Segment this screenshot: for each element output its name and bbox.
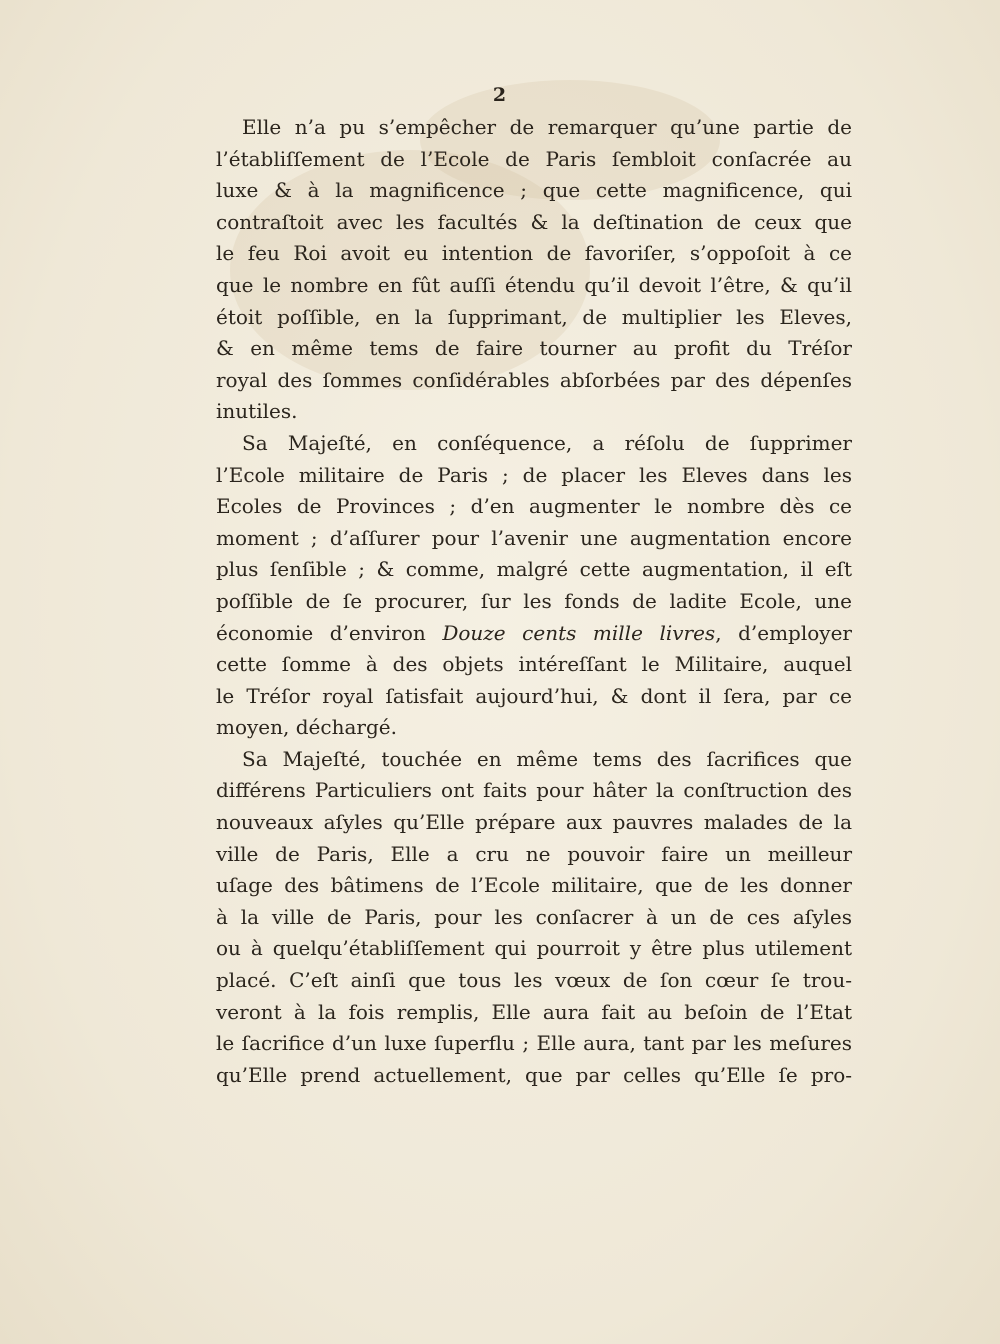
text-line: veront à la fois remplis, Elle aura fait au beſoin de l’Etat bbox=[216, 999, 852, 1024]
text-line: inutiles. bbox=[216, 399, 298, 424]
text-line: & en même tems de faire tourner au profit du Tréſor bbox=[216, 336, 852, 361]
text-line: poſſible de ſe procurer, ſur les fonds de ladite Ecole, une bbox=[216, 588, 852, 613]
text-segment: , d’employer bbox=[715, 620, 852, 645]
text-line: différens Particuliers ont faits pour hâter la conſtruction des bbox=[216, 778, 852, 803]
text-line: étoit poſſible, en la ſupprimant, de multiplier les Eleves, bbox=[216, 304, 852, 329]
text-line: ville de Paris, Elle a cru ne pouvoir faire un meilleur bbox=[216, 841, 852, 866]
text-line: l’Ecole militaire de Paris ; de placer les Eleves dans les bbox=[216, 462, 852, 487]
text-line: royal des ſommes conſidérables abſorbées par des dépenſes bbox=[216, 367, 852, 392]
text-line: l’établiſſement de l’Ecole de Paris ſembloit conſacrée au bbox=[216, 146, 852, 171]
text-line: moyen, déchargé. bbox=[216, 715, 397, 740]
text-segment: économie d’environ bbox=[216, 620, 426, 645]
text-line: le feu Roi avoit eu intention de favoriſer, s’oppoſoit à ce bbox=[216, 241, 852, 266]
text-line: uſage des bâtimens de l’Ecole militaire, que de les donner bbox=[216, 873, 852, 898]
text-line: qu’Elle prend actuellement, que par celles qu’Elle ſe pro- bbox=[216, 1062, 852, 1087]
text-line: plus ſenſible ; & comme, malgré cette augmentation, il eſt bbox=[216, 557, 852, 582]
body-text bbox=[216, 112, 852, 1091]
text-line: que le nombre en fût auſſi étendu qu’il devoit l’être, & qu’il bbox=[216, 272, 852, 297]
text-line: nouveaux aſyles qu’Elle prépare aux pauvres malades de la bbox=[216, 810, 852, 835]
text-line: contraſtoit avec les facultés & la deſtination de ceux que bbox=[216, 209, 852, 234]
text-line: ou à quelqu’établiſſement qui pourroit y être plus utilement bbox=[216, 936, 852, 961]
text-line: Elle n’a pu s’empêcher de remarquer qu’une partie de bbox=[242, 115, 852, 139]
text-line: le Tréſor royal ſatisfait aujourd’hui, & dont il ſera, par ce bbox=[216, 683, 852, 708]
text-line: le ſacrifice d’un luxe ſuperflu ; Elle aura, tant par les meſures bbox=[216, 1031, 852, 1056]
text-line: luxe & à la magnificence ; que cette magnificence, qui bbox=[216, 178, 852, 203]
text-line: à la ville de Paris, pour les conſacrer à un de ces aſyles bbox=[216, 904, 852, 929]
text-line: cette ſomme à des objets intéreſſant le Militaire, auquel bbox=[216, 652, 852, 677]
text-line: placé. C’eſt ainſi que tous les vœux de ſon cœur ſe trou- bbox=[216, 968, 852, 993]
text-line: Sa Majeſté, touchée en même tems des ſacrifices que bbox=[242, 746, 852, 771]
text-line: Sa Majeſté, en conſéquence, a réſolu de ſupprimer bbox=[242, 430, 852, 455]
text-line: moment ; d’aſſurer pour l’avenir une augmentation encore bbox=[216, 525, 852, 550]
page-number: 2 bbox=[492, 84, 508, 106]
text-line-with-italic bbox=[216, 618, 852, 650]
italic-amount: Douze cents mille livres bbox=[442, 620, 716, 645]
text-line: Ecoles de Provinces ; d’en augmenter le nombre dès ce bbox=[216, 494, 852, 519]
